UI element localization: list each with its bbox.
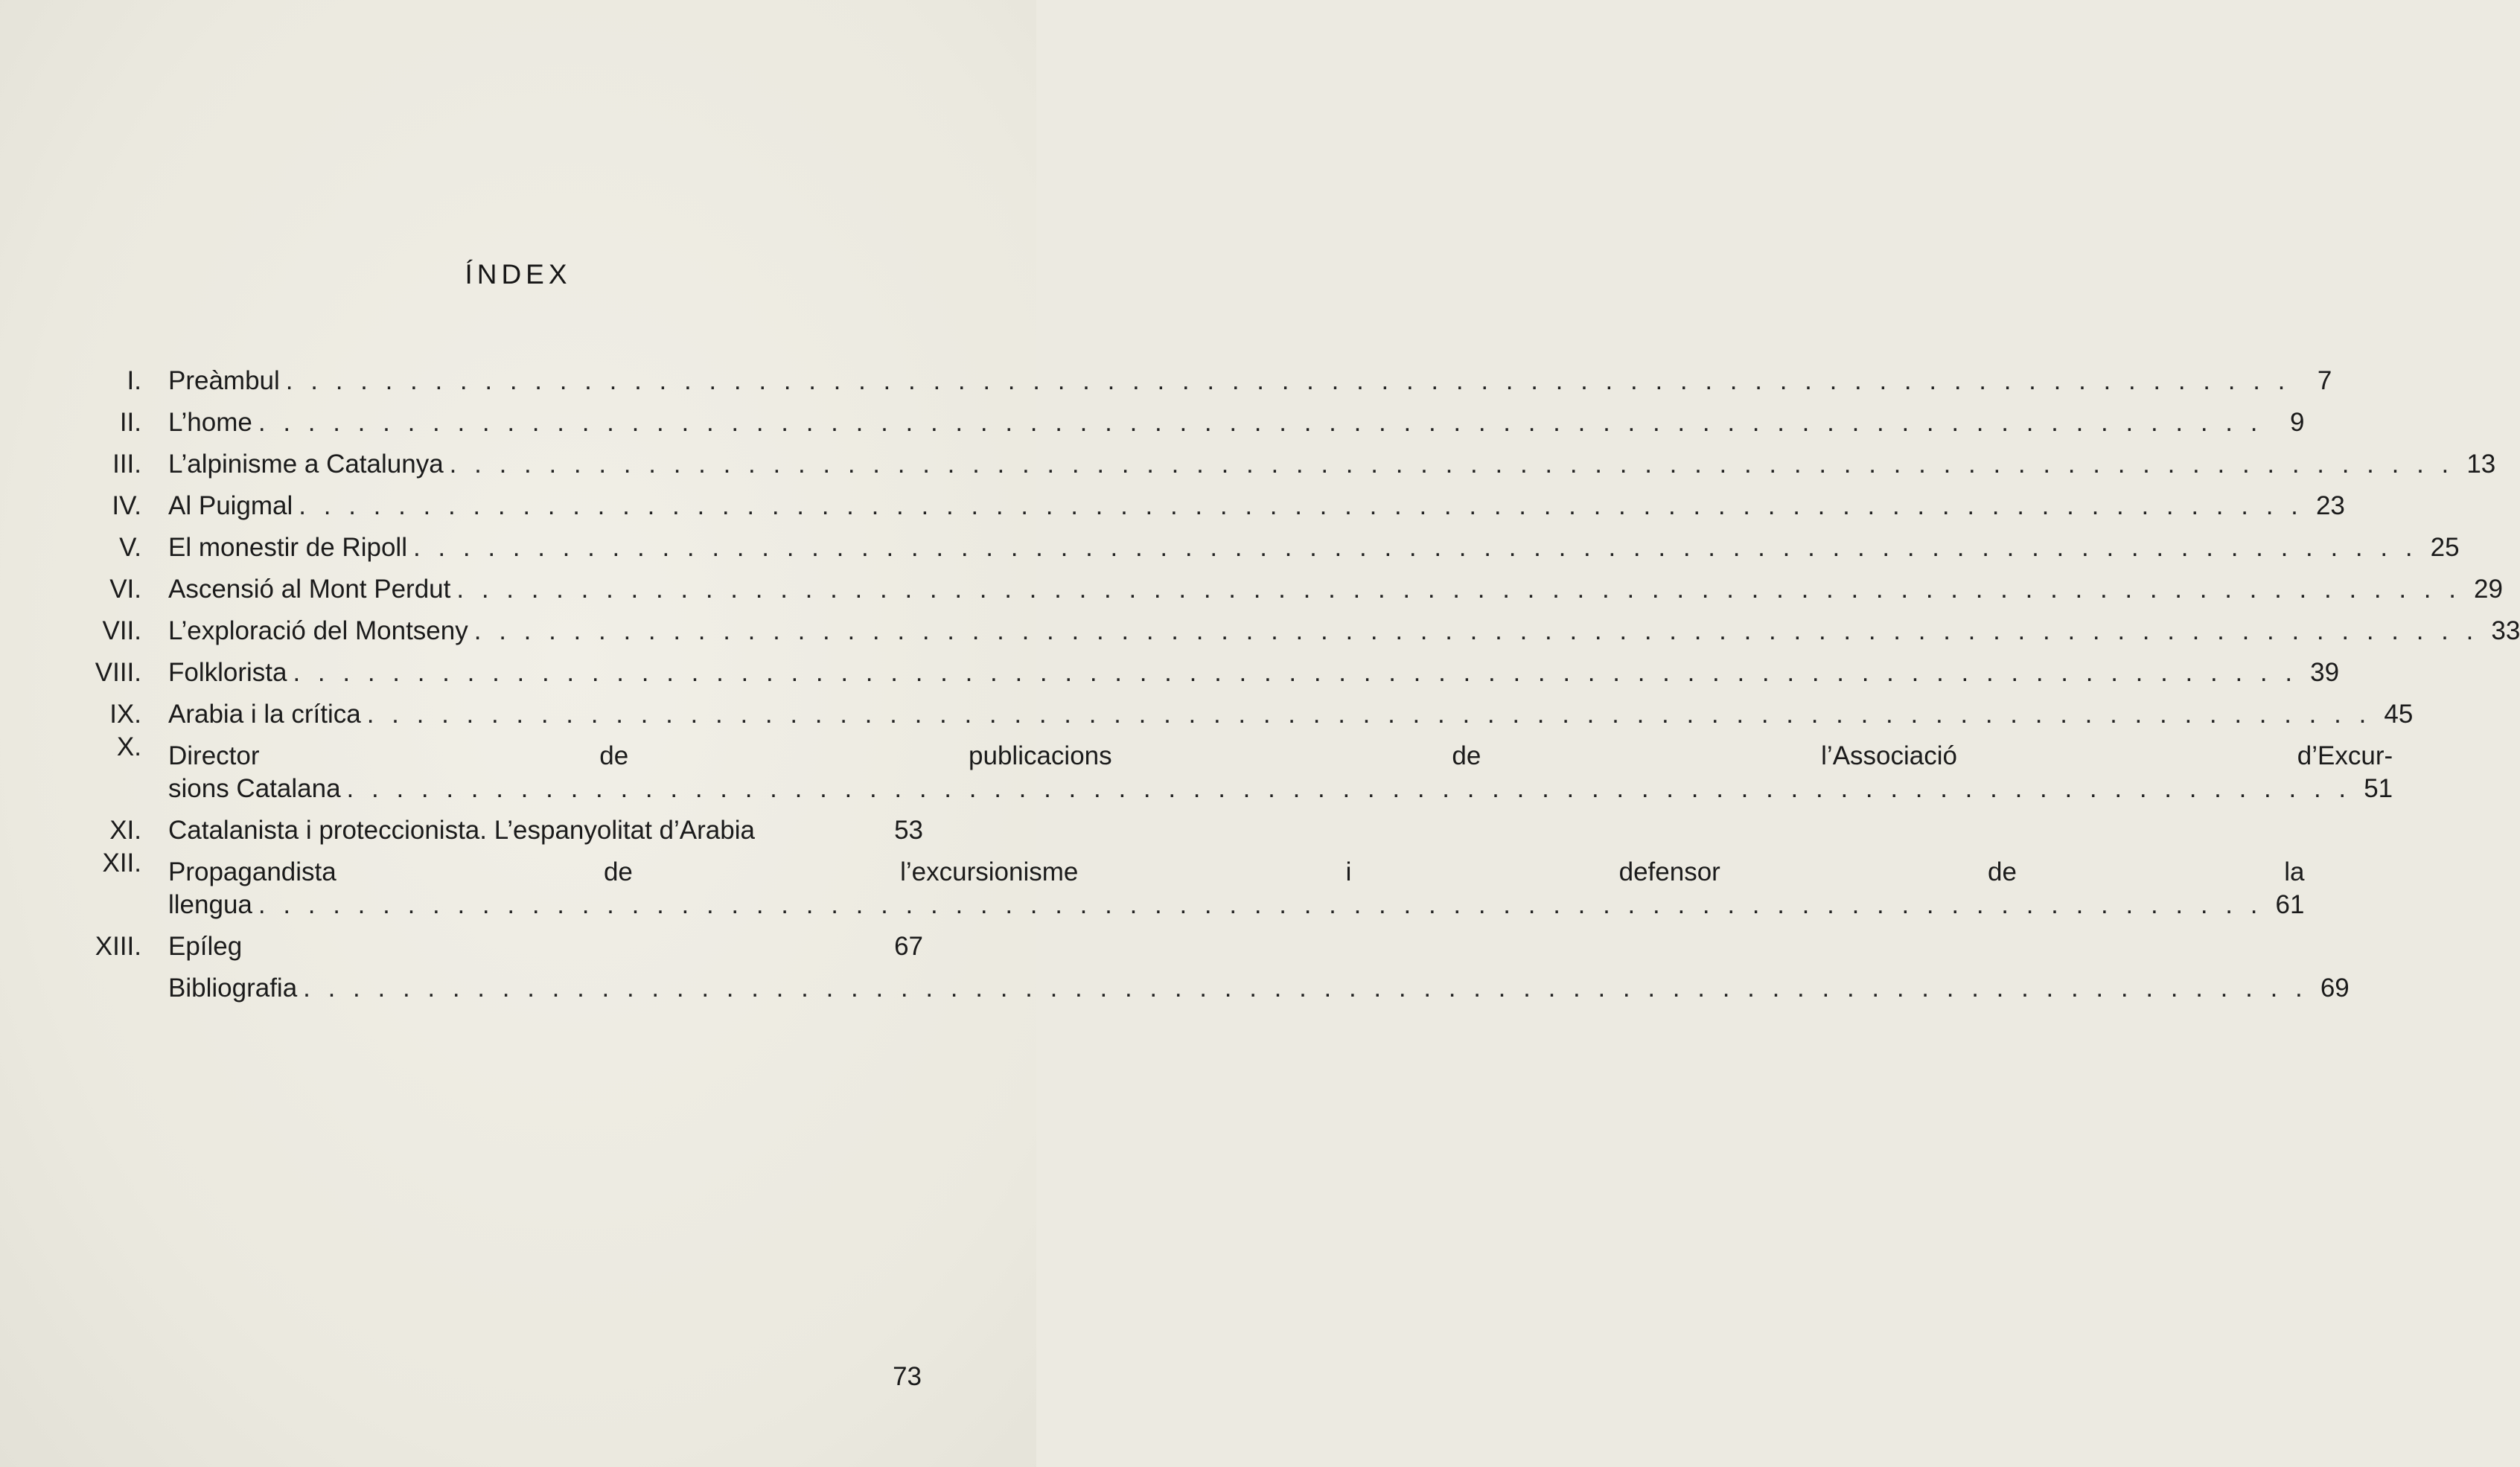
page-number: 69 <box>2320 974 2350 1003</box>
chapter-title: Ascensió al Mont Perdut <box>168 575 451 604</box>
chapter-title: L’exploració del Montseny <box>168 616 468 645</box>
chapter-title-line1: Director de publicacions de l’Associació d’Excur- <box>168 741 2393 770</box>
chapter-title: Al Puigmal <box>168 491 293 520</box>
chapter-number: VI. <box>109 575 141 604</box>
page-folio: 73 <box>893 1362 922 1391</box>
dot-leader <box>413 531 2418 564</box>
dot-leader <box>299 490 2303 522</box>
dot-leader <box>456 573 2461 606</box>
chapter-number: XIII. <box>95 932 141 961</box>
chapter-number: IV. <box>112 491 141 520</box>
chapter-title: Folklorista <box>168 658 287 687</box>
dot-leader <box>347 773 2352 805</box>
chapter-title: L’home <box>168 408 252 437</box>
chapter-number: III. <box>112 450 141 479</box>
chapter-number: XII. <box>102 848 141 878</box>
chapter-number: V. <box>119 533 141 562</box>
toc-entry <box>82 921 923 963</box>
page-number: 13 <box>2466 450 2496 479</box>
chapter-number: IX. <box>109 700 141 729</box>
toc-entry <box>82 731 2393 805</box>
page-number: 67 <box>894 932 923 961</box>
chapter-number: II. <box>119 408 141 437</box>
chapter-title: sions Catalana <box>168 774 341 803</box>
dot-leader <box>450 448 2454 481</box>
chapter-title-line1: Propagandista de l’excursionisme i defensor de la <box>168 857 2305 886</box>
chapter-title: Preàmbul <box>168 366 280 395</box>
toc-entry <box>82 397 2305 439</box>
page-number: 23 <box>2315 491 2345 520</box>
page-number: 53 <box>894 816 923 845</box>
toc-entry <box>82 564 2503 606</box>
chapter-title: Arabia i la crítica <box>168 700 361 729</box>
page-number: 33 <box>2491 616 2520 645</box>
chapter-title: Bibliografia <box>168 974 298 1003</box>
dot-leader <box>303 972 2308 1005</box>
toc-entry <box>82 689 2414 731</box>
dot-leader <box>474 615 2479 648</box>
page-number: 25 <box>2430 533 2460 562</box>
toc-entry <box>82 805 923 847</box>
chapter-number: X. <box>116 732 141 761</box>
toc-entry <box>82 522 2460 564</box>
toc-entry <box>82 963 2350 1005</box>
dot-leader <box>258 889 2263 921</box>
chapter-number: I. <box>127 366 141 395</box>
chapter-number: VII. <box>102 616 141 645</box>
dot-leader <box>258 406 2263 439</box>
dot-leader <box>286 365 2291 397</box>
toc-entry <box>82 648 2340 689</box>
chapter-title: El monestir de Ripoll <box>168 533 407 562</box>
dot-leader <box>293 656 2297 689</box>
table-of-contents <box>82 356 2520 1005</box>
index-title: ÍNDEX <box>465 259 572 290</box>
page-number: 45 <box>2384 700 2414 729</box>
page-number: 39 <box>2310 658 2340 687</box>
page-number: 51 <box>2364 774 2393 803</box>
chapter-title: Epíleg <box>168 932 243 961</box>
toc-entry <box>82 356 2332 397</box>
chapter-number: XI. <box>109 816 141 845</box>
chapter-number: VIII. <box>95 658 141 687</box>
page-number: 7 <box>2317 366 2332 395</box>
toc-entry <box>82 606 2520 648</box>
toc-entry <box>82 847 2305 921</box>
toc-entry <box>82 481 2345 522</box>
page-number: 29 <box>2474 575 2503 604</box>
chapter-title: llengua <box>168 890 252 919</box>
page-number: 9 <box>2290 408 2305 437</box>
chapter-title: Catalanista i proteccionista. L’espanyolitat d’Arabia <box>168 816 755 845</box>
page-number: 61 <box>2275 890 2305 919</box>
dot-leader <box>367 698 2372 731</box>
toc-entry <box>82 439 2496 481</box>
chapter-title: L’alpinisme a Catalunya <box>168 450 444 479</box>
